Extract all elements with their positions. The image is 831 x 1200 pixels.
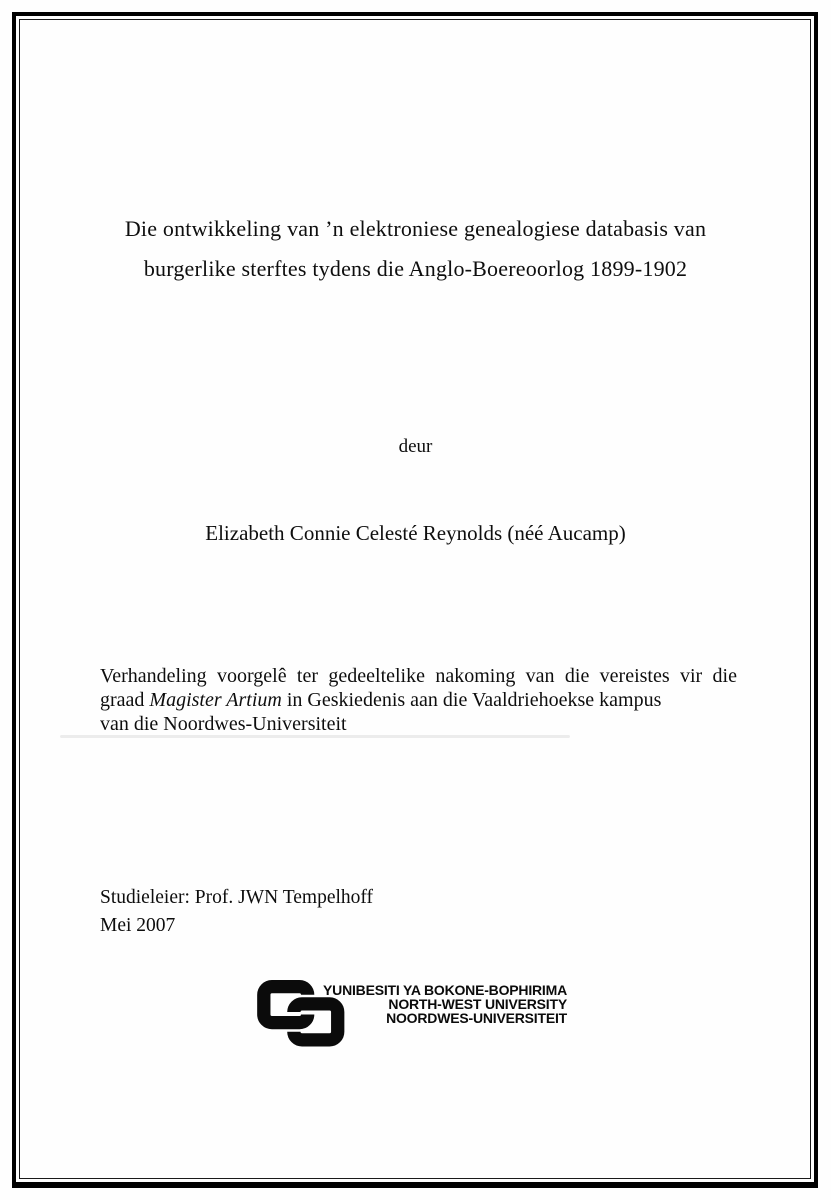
degree-name-italic: Magister Artium (149, 689, 282, 711)
supervisor-line: Studieleier: Prof. JWN Tempelhoff (100, 887, 374, 908)
degree-statement-line2-prefix: graad (100, 689, 150, 711)
logo-text-afrikaans: NOORDWES-UNIVERSITEIT (386, 1009, 567, 1026)
logo-text-english: NORTH-WEST UNIVERSITY (388, 995, 567, 1012)
degree-statement-line1: Verhandeling voorgelê ter gedeeltelike nakoming van die vereistes vir die (100, 665, 737, 687)
university-logo-text (323, 984, 567, 1026)
degree-statement (100, 664, 737, 736)
thesis-title (0, 209, 831, 289)
byline-deur: deur (398, 436, 433, 457)
degree-statement-line2-suffix: in Geskiedenis aan die Vaaldriehoekse kampus (281, 689, 662, 711)
date-line: Mei 2007 (100, 914, 176, 936)
degree-statement-line3: van die Noordwes-Universiteit (100, 713, 347, 735)
scan-artifact (60, 735, 570, 738)
author-name: Elizabeth Connie Celesté Reynolds (néé Aucamp) (205, 521, 626, 545)
logo-text-setswana: YUNIBESITI YA BOKONE-BOPHIRIMA (323, 982, 567, 998)
supervisor-block (100, 884, 373, 939)
degree-statement-line2 (100, 688, 737, 712)
thesis-title-line1: Die ontwikkeling van ’n elektroniese genealogiese databasis van (124, 216, 707, 241)
thesis-title-line2: burgerlike sterftes tydens die Anglo-Boereoorlog 1899-1902 (143, 256, 688, 281)
